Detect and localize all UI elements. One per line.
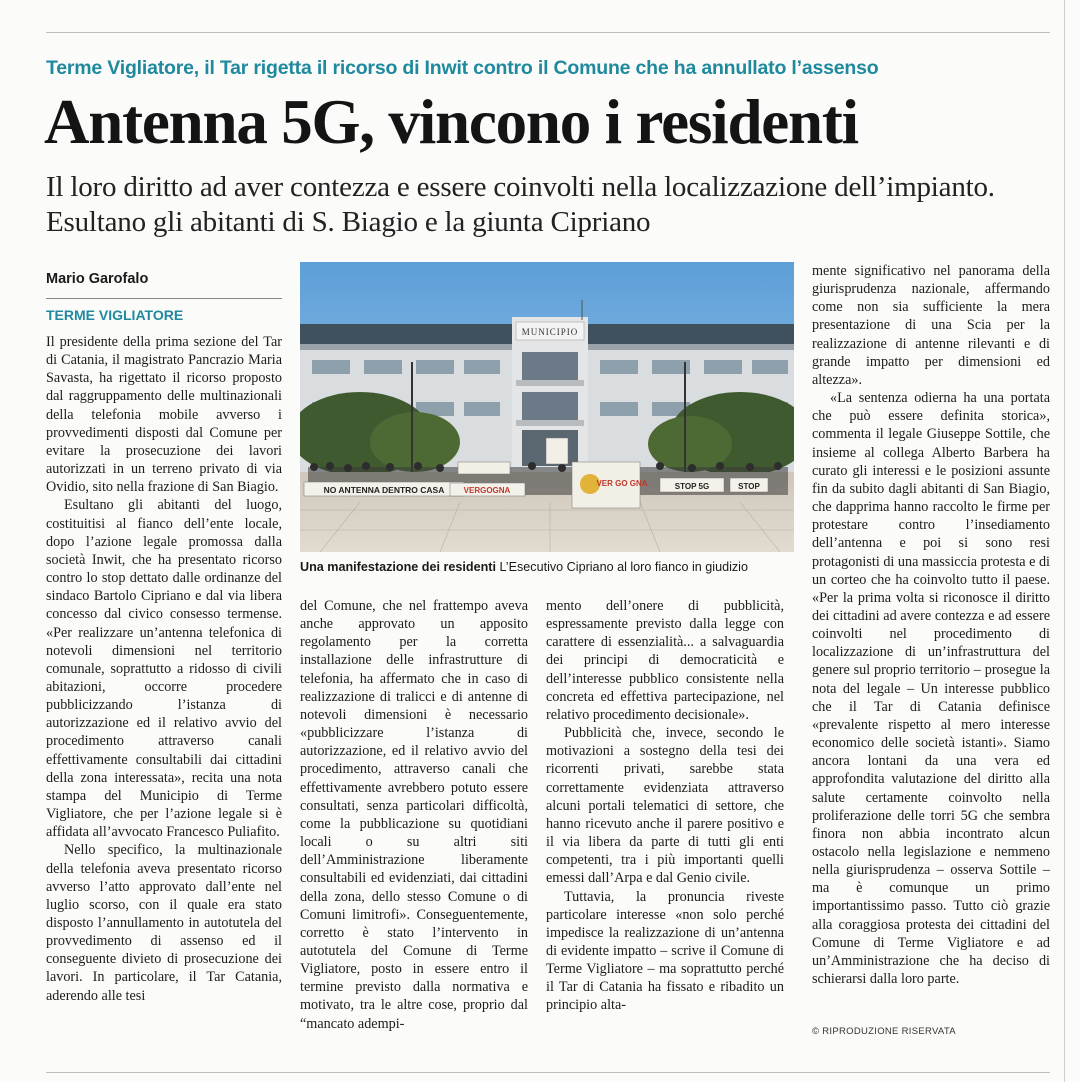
subheadline: Il loro diritto ad aver contezza e essere coinvolti nella localizzazione dell’impianto. Esultano gli abitanti di S. Biagio e la giunta Cipriano [46, 171, 995, 238]
page-edge-line [1064, 0, 1065, 1082]
bottom-rule [46, 1072, 1050, 1073]
top-rule [46, 32, 1050, 33]
byline-divider [46, 298, 282, 299]
article-column-2 [300, 597, 528, 1033]
headline: Antenna 5G, vincono i residenti [44, 87, 858, 157]
byline: Mario Garofalo [46, 271, 149, 287]
caption-title: Una manifestazione dei residenti [300, 560, 496, 574]
paragraph: mento dell’onere di pubblicità, espressamente previsto dalla legge con carattere di essenzialità... a salvaguardia dei principi di democraticità e dell’interesse pubblico consistente nella concreta ed effettiva partecipazione, nel relativo procedimento decisionale». [546, 598, 784, 723]
paragraph: Il presidente della prima sezione del Tar di Catania, il magistrato Pancrazio Maria Savasta, ha rigettato il ricorso proposto dal raggruppamento delle multinazionali della telefonia mobile avverso i provvedimenti disposti dal Comune per evitare la prosecuzione dei lavori autorizzati in un terreno privato di via Ovidio, sito nella frazione di San Biagio. [46, 334, 282, 496]
banner-text: STOP 5G [674, 482, 710, 491]
paragraph: Tuttavia, la pronuncia riveste particolare interesse «non solo perché impedisce la realizzazione di un’antenna di evidente impatto – scrive il Comune di Terme Vigliatore – ma soprattutto perché il Tar di Catania ha fissato e ribadito un principio alta- [546, 888, 784, 1014]
article-column-4 [812, 262, 1050, 988]
building-sign: MUNICIPIO [521, 327, 579, 337]
dateline: TERME VIGLIATORE [46, 307, 184, 323]
paragraph: «La sentenza odierna ha una portata che può essere definita storica», commenta il legale Giuseppe Sottile, che insieme al collega Alberto Barbera ha curato gli interessi e le posizioni assunte fin da subito dagli abitanti di San Biagio, che dapprima hanno raccolto le firme per protestare contro l’insediamento dell’antenna e poi si sono resi protagonisti di una massiccia protesta e di un corteo che ha coinvolto tutto il paese. «Per la prima volta si riconosce il diritto dei cittadini ad avere contezza e ad essere coinvolti nel procedimento di localizzazione di un’infrastruttura del genere sul proprio territorio – prosegue la nota del legale – Un interesse pubblico che il Tar di Catania definisce «prevalente rispetto al mero interesse economico delle società istanti». Siamo ancora lontani da una vera ed approfondita valutazione del diritto alla salute certamente coinvolto nella proliferazione delle torri 5G che sembra finora non abbia incontrato alcun ostacolo nella legislazione e nemmeno nella giurisprudenza – osserva Sottile – ma è comunque un primo importantissimo passo. Tutto ciò grazie alla coraggiosa protesta dei cittadini del Comune di Terme Vigliatore e ad un’Amministrazione che ha deciso di schierarsi dalla loro parte. [812, 390, 1050, 988]
article-column-1 [46, 333, 282, 1005]
banner-text: NO ANTENNA DENTRO CASA [323, 485, 445, 495]
article-column-3 [546, 597, 784, 1015]
photo-caption [300, 560, 800, 574]
kicker: Terme Vigliatore, il Tar rigetta il ricorso di Inwit contro il Comune che ha annullato l’assenso [46, 57, 879, 79]
paragraph: Esultano gli abitanti del luogo, costituitisi al fianco dell’ente locale, dopo l’azione legale promossa dalla società Inwit, che ha presentato ricorso contro lo stop dettato dalle ordinanze del sindaco Bartolo Cipriano e dal via libera concesso dal civico consesso termense. «Per realizzare un’antenna telefonica di notevoli dimensioni nel territorio comunale, soprattutto a ridosso di civili abitazioni, occorre procedere pubblicizzando l’istanza di autorizzazione ed il relativo avvio del procedimento attraverso canali effettivamente consultabili dai cittadini della zona interessata», recita una nota stampa del Municipio di Terme Vigliatore, che per l’azione legale si è affidata all’avvocato Francesco Puliafito. [46, 497, 282, 841]
caption-text: L’Esecutivo Cipriano al loro fianco in giudizio [495, 560, 748, 574]
banner-text: VER GO GNA [596, 479, 648, 488]
paragraph: del Comune, che nel frattempo aveva anche approvato un apposito regolamento per la corretta installazione delle infrastrutture di telefonia, ha affermato che in caso di realizzazione di tralicci e di antenne di notevoli dimensioni è necessario «pubblicizzare l’istanza di autorizzazione, ed il relativo avvio del procedimento, attraverso canali che effettivamente avrebbero potuto essere consultati, senza particolari difficoltà, come la pubblicazione su quotidiani locali o su altri siti dell’Amministrazione liberamente consultabili ed evidenziati, dai cittadini della zona, dello stesso Comune o di Comuni limitrofi». Conseguentemente, corretto è stato l’intervento in autotutela del Comune di Terme Vigliatore, posto in essere entro il termine previsto dalla normativa e motivato, tra le altre cose, proprio dal “mancato adempi- [300, 598, 528, 1032]
copyright-notice: © RIPRODUZIONE RISERVATA [812, 1026, 956, 1037]
banner-text: VERGOGNA [463, 486, 511, 495]
paragraph: Nello specifico, la multinazionale della telefonia aveva presentato ricorso avverso l’atto approvato dall’ente nel luglio scorso, con il quale era stato disposto l’annullamento in autotutela del provvedimento di assenso ed il conseguente divieto di prosecuzione dei lavori. In particolare, il Tar Catania, aderendo alle tesi [46, 842, 282, 1004]
paragraph: mente significativo nel panorama della giurisprudenza nazionale, affermando come non sia sufficiente la mera presentazione di una Scia per la realizzazione di antenne rilevanti e di grande impatto per dimensioni ed altezza». [812, 263, 1050, 388]
news-photo [300, 262, 794, 552]
banner-text: STOP [738, 482, 760, 491]
paragraph: Pubblicità che, invece, secondo le motivazioni a sostegno della tesi dei ricorrenti privati, sarebbe stata correttamente evidenziata attraverso alcuni portali telematici di settore, che hanno ricevuto anche il parere positivo e il via libera da parte di tutti gli enti competenti, tra i più importanti quelli emessi dall’Arpa e dal Genio civile. [546, 725, 784, 887]
